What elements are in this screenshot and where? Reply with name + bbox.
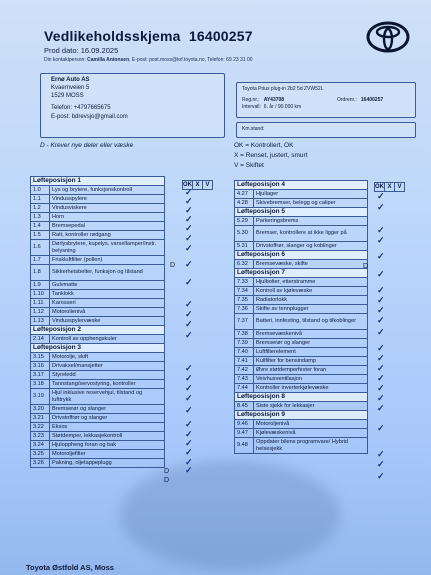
checklist-row xyxy=(235,296,368,305)
item-number: 1.5 xyxy=(31,231,50,240)
section-label: Løfteposisjon 6 xyxy=(235,251,368,260)
checklist-row xyxy=(235,420,368,429)
item-number: 1.1 xyxy=(31,195,50,204)
check-mark-icon: ✓ xyxy=(377,191,385,201)
item-label: Hjulbolter, etterstramme xyxy=(254,278,368,287)
item-number: 1.13 xyxy=(31,317,50,326)
item-number: 7.41 xyxy=(235,357,254,366)
d-marker: D xyxy=(164,468,170,475)
x-column-header: X xyxy=(193,181,203,190)
check-mark-icon: ✓ xyxy=(185,277,193,287)
checklist-row xyxy=(235,260,368,269)
checklist-row xyxy=(235,402,368,411)
item-number: 3.22 xyxy=(31,423,50,432)
customer-name: Ernø Auto AS xyxy=(51,77,90,83)
checklist-row xyxy=(235,199,368,208)
check-mark-icon: ✓ xyxy=(185,363,193,373)
legend-ok: OK = Kontrollert, OK xyxy=(234,142,294,149)
section-header xyxy=(235,269,368,278)
item-label: Tannstang/servostyring, kontroller xyxy=(50,380,165,389)
km-stand-label: Km.stand: xyxy=(242,126,265,132)
item-label: Hjul inklusive reservehjul, tilstand og lufttrykk xyxy=(50,389,165,405)
item-label: Øvre støtdemperfester foran xyxy=(254,366,368,375)
toyota-logo-icon xyxy=(366,20,410,54)
check-mark-icon: ✓ xyxy=(185,393,193,403)
item-label: Ratt, kontroller rødgang xyxy=(50,231,165,240)
checklist-row xyxy=(31,459,165,468)
check-mark-icon: ✓ xyxy=(377,202,385,212)
checklist-row xyxy=(31,240,165,256)
checklist-row xyxy=(31,308,165,317)
item-number: 5.31 xyxy=(235,242,254,251)
item-number: 1.3 xyxy=(31,213,50,222)
check-mark-icon: ✓ xyxy=(377,251,385,261)
item-number: 1.11 xyxy=(31,299,50,308)
checklist-row xyxy=(31,290,165,299)
item-number: 3.15 xyxy=(31,353,50,362)
checklist-row xyxy=(235,190,368,199)
item-label: Bremsevæskenivå xyxy=(254,330,368,339)
checklist-row xyxy=(235,330,368,339)
check-mark-icon: ✓ xyxy=(185,429,193,439)
check-mark-icon: ✓ xyxy=(185,373,193,383)
check-mark-icon: ✓ xyxy=(185,319,193,329)
checklist-row xyxy=(31,335,165,344)
section-header xyxy=(31,326,165,335)
check-mark-icon: ✓ xyxy=(377,315,385,325)
checklist-row xyxy=(31,265,165,281)
checklist-row xyxy=(31,441,165,450)
vehicle-model: Toyota Prius plug-in 2b2 5d ZVW52L xyxy=(242,86,324,92)
checklist-row xyxy=(235,348,368,357)
d-marker: D xyxy=(164,477,170,484)
item-label: Motorolienivå xyxy=(50,308,165,317)
checklist-row xyxy=(31,450,165,459)
check-mark-icon: ✓ xyxy=(377,343,385,353)
dealer-footer: Toyota Østfold AS, Moss xyxy=(26,563,114,572)
item-label: Gulvmatte xyxy=(50,281,165,290)
item-label: Horn xyxy=(50,213,165,222)
check-mark-icon: ✓ xyxy=(377,449,385,459)
customer-phone: Telefon: +4797665675 xyxy=(51,105,111,111)
item-label: Batteri, innfesting, tilstand og tilkoblinger xyxy=(254,314,368,330)
checklist-row xyxy=(235,366,368,375)
item-label: Sikkerhetsbelter, funksjon og tilstand xyxy=(50,265,165,281)
item-label: Pakning, oljetappeplugg xyxy=(50,459,165,468)
checklist-row xyxy=(31,414,165,423)
check-mark-icon: ✓ xyxy=(377,295,385,305)
item-number: 3.18 xyxy=(31,380,50,389)
check-mark-icon: ✓ xyxy=(377,373,385,383)
item-number: 1.10 xyxy=(31,290,50,299)
check-mark-icon: ✓ xyxy=(377,225,385,235)
checklist-row xyxy=(235,278,368,287)
item-label: Karosseri xyxy=(50,299,165,308)
check-mark-icon: ✓ xyxy=(377,305,385,315)
legend-v: V = Skiftet xyxy=(234,162,264,169)
item-number: 1.6 xyxy=(31,240,50,256)
item-number: 3.19 xyxy=(31,389,50,405)
v-column-header: V xyxy=(203,181,213,190)
section-label: Løfteposisjon 1 xyxy=(31,177,165,186)
item-number: 9.48 xyxy=(235,438,254,454)
item-label: Kullfilter for bensindamp xyxy=(254,357,368,366)
checklist-row xyxy=(31,353,165,362)
checklist-row xyxy=(235,314,368,330)
checklist-row xyxy=(31,423,165,432)
checklist-row xyxy=(235,429,368,438)
item-label: Lys og brytere, funksjonskontroll xyxy=(50,186,165,195)
checklist-row xyxy=(31,389,165,405)
item-label: Vindusspylervæske xyxy=(50,317,165,326)
ok-column-header: OK xyxy=(375,184,384,190)
check-mark-icon: ✓ xyxy=(185,196,193,206)
item-label: Støtdemper, lekkasjekontroll xyxy=(50,432,165,441)
check-mark-icon: ✓ xyxy=(377,353,385,363)
check-mark-icon: ✓ xyxy=(185,205,193,215)
item-label: Hjuloppheng foran og bak xyxy=(50,441,165,450)
item-number: 3.25 xyxy=(31,450,50,459)
item-number: 3.21 xyxy=(31,414,50,423)
checklist-row xyxy=(235,305,368,314)
item-number: 7.43 xyxy=(235,375,254,384)
item-label: Skifte av tennplugger xyxy=(254,305,368,314)
item-label: Radiatorlokk xyxy=(254,296,368,305)
item-label: Veivhusventilasjon xyxy=(254,375,368,384)
item-label: Bremserør og slanger xyxy=(50,405,165,414)
checklist-row xyxy=(31,405,165,414)
check-mark-icon: ✓ xyxy=(185,223,193,233)
check-mark-icon: ✓ xyxy=(185,383,193,393)
reg-number: Reg.nr.: AY43708 xyxy=(242,97,285,103)
section-header xyxy=(235,208,368,217)
check-mark-icon: ✓ xyxy=(377,327,385,337)
checklist-row xyxy=(31,186,165,195)
section-label: Løfteposisjon 4 xyxy=(235,181,368,190)
item-number: 7.39 xyxy=(235,339,254,348)
checklist-row xyxy=(235,339,368,348)
item-number: 7.42 xyxy=(235,366,254,375)
section-label: Løfteposisjon 7 xyxy=(235,269,368,278)
item-label: Bremserør og slanger xyxy=(254,339,368,348)
item-number: 7.44 xyxy=(235,384,254,393)
section-header xyxy=(235,393,368,402)
checklist-row xyxy=(31,380,165,389)
check-mark-icon: ✓ xyxy=(377,459,385,469)
d-marker: D xyxy=(363,263,369,270)
item-number: 3.26 xyxy=(31,459,50,468)
item-number: 3.17 xyxy=(31,371,50,380)
check-mark-icon: ✓ xyxy=(377,235,385,245)
checklist-row xyxy=(31,204,165,213)
item-number: 7.40 xyxy=(235,348,254,357)
item-number: 5.30 xyxy=(235,226,254,242)
item-number: 3.24 xyxy=(31,441,50,450)
item-number: 3.20 xyxy=(31,405,50,414)
section-header xyxy=(235,411,368,420)
left-checklist xyxy=(30,176,165,468)
customer-box xyxy=(40,73,225,138)
d-legend: D - Krever nye deler eller væske xyxy=(40,142,134,149)
check-mark-icon: ✓ xyxy=(185,259,193,269)
item-label: Vindusviskere xyxy=(50,204,165,213)
checklist-row xyxy=(31,362,165,371)
item-number: 5.29 xyxy=(235,217,254,226)
checklist-row xyxy=(235,357,368,366)
checklist-row xyxy=(31,432,165,441)
checklist-row xyxy=(235,438,368,454)
item-label: Motoroljenivå xyxy=(254,420,368,429)
item-label: Parkeringsbrems xyxy=(254,217,368,226)
legend-x: X = Renset, justert, smurt xyxy=(234,152,308,159)
section-label: Løfteposisjon 3 xyxy=(31,344,165,353)
item-number: 9.47 xyxy=(235,429,254,438)
check-mark-icon: ✓ xyxy=(185,243,193,253)
item-number: 7.36 xyxy=(235,305,254,314)
km-stand-box xyxy=(236,122,416,138)
production-date: Prod dato: 16.09.2025 xyxy=(44,46,119,55)
section-label: Løfteposisjon 9 xyxy=(235,411,368,420)
check-mark-icon: ✓ xyxy=(185,330,193,340)
right-checklist xyxy=(234,180,368,454)
hand-shadow xyxy=(120,460,340,570)
item-number: 1.7 xyxy=(31,256,50,265)
item-label: Luftfilterelement xyxy=(254,348,368,357)
check-mark-icon: ✓ xyxy=(377,383,385,393)
item-label: Hjullager xyxy=(254,190,368,199)
item-label: Friskluftfilter (pollen) xyxy=(50,256,165,265)
item-number: 8.45 xyxy=(235,402,254,411)
item-label: Kontroller inverterkjølevæske xyxy=(254,384,368,393)
check-mark-icon: ✓ xyxy=(185,447,193,457)
check-mark-icon: ✓ xyxy=(377,269,385,279)
check-mark-icon: ✓ xyxy=(185,405,193,415)
item-number: 1.12 xyxy=(31,308,50,317)
item-number: 7.35 xyxy=(235,296,254,305)
checklist-row xyxy=(31,256,165,265)
item-number: 4.27 xyxy=(235,190,254,199)
checklist-row xyxy=(235,384,368,393)
item-number: 1.9 xyxy=(31,281,50,290)
x-column-header: X xyxy=(385,183,395,192)
item-number: 1.4 xyxy=(31,222,50,231)
section-header xyxy=(31,344,165,353)
item-label: Vindusspylere xyxy=(50,195,165,204)
check-mark-icon: ✓ xyxy=(377,471,385,481)
checklist-row xyxy=(31,299,165,308)
check-mark-icon: ✓ xyxy=(377,393,385,403)
check-mark-icon: ✓ xyxy=(185,457,193,467)
section-label: Løfteposisjon 8 xyxy=(235,393,368,402)
customer-postal: 1529 MOSS xyxy=(51,93,84,99)
item-number: 7.33 xyxy=(235,278,254,287)
customer-address: Kvaernveien 5 xyxy=(51,85,90,91)
item-label: Kontroll av kjølevæske xyxy=(254,287,368,296)
checklist-row xyxy=(31,195,165,204)
item-number: 3.16 xyxy=(31,362,50,371)
item-number: 7.37 xyxy=(235,314,254,330)
check-mark-icon: ✓ xyxy=(185,299,193,309)
item-label: Bremsepedal xyxy=(50,222,165,231)
item-number: 1.0 xyxy=(31,186,50,195)
d-marker: D xyxy=(170,262,176,269)
item-number: 6.32 xyxy=(235,260,254,269)
item-label: Skivebremser, belegg og caliper xyxy=(254,199,368,208)
check-mark-icon: ✓ xyxy=(185,419,193,429)
check-mark-icon: ✓ xyxy=(185,438,193,448)
item-label: Siste sjekk for lekkasjer xyxy=(254,402,368,411)
checklist-row xyxy=(31,317,165,326)
item-label: Kjølevæskenivå xyxy=(254,429,368,438)
contact-line: Din kontaktperson: Camilla Antonsen, E-post: post.moss@tof.toyota.no, Telefon: 69 23 31 00 xyxy=(44,57,253,63)
section-header xyxy=(31,177,165,186)
item-label: Tanklokk xyxy=(50,290,165,299)
checklist-row xyxy=(31,222,165,231)
check-mark-icon: ✓ xyxy=(185,465,193,475)
item-number: 7.38 xyxy=(235,330,254,339)
item-label: Oppdater bilens programvare/ Hybrid helsesjekk xyxy=(254,438,368,454)
check-mark-icon: ✓ xyxy=(185,233,193,243)
checklist-row xyxy=(235,287,368,296)
item-label: Dørlysbrytere, kupelys, varsellamper/instr. belysning xyxy=(50,240,165,256)
item-label: Eksos xyxy=(50,423,165,432)
section-label: Løfteposisjon 2 xyxy=(31,326,165,335)
check-mark-icon: ✓ xyxy=(185,309,193,319)
checklist-row xyxy=(31,231,165,240)
check-mark-icon: ✓ xyxy=(377,363,385,373)
item-label: Kontroll av opphengskuler xyxy=(50,335,165,344)
check-mark-icon: ✓ xyxy=(185,214,193,224)
checklist-row xyxy=(31,371,165,380)
v-column-header: V xyxy=(395,183,405,192)
item-number: 1.2 xyxy=(31,204,50,213)
interval: Intervall: 6. år / 90.000 km xyxy=(242,104,302,110)
checklist-row xyxy=(235,242,368,251)
vehicle-box xyxy=(236,82,416,118)
checklist-row xyxy=(235,217,368,226)
item-number: 7.34 xyxy=(235,287,254,296)
item-number: 1.8 xyxy=(31,265,50,281)
check-mark-icon: ✓ xyxy=(377,285,385,295)
item-label: Motorolje, skift xyxy=(50,353,165,362)
ok-column-header: OK xyxy=(183,182,192,188)
item-number: 4.28 xyxy=(235,199,254,208)
item-label: Styreledd xyxy=(50,371,165,380)
check-mark-icon: ✓ xyxy=(185,187,193,197)
item-label: Motoroljefilter xyxy=(50,450,165,459)
item-label: Drivaksel/mansjetter xyxy=(50,362,165,371)
section-header xyxy=(235,181,368,190)
checklist-row xyxy=(31,281,165,290)
section-header xyxy=(235,251,368,260)
customer-email: E-post: bdrevsjo@gmail.com xyxy=(51,114,128,120)
item-number: 3.23 xyxy=(31,432,50,441)
item-number: 2.14 xyxy=(31,335,50,344)
checklist-row xyxy=(235,226,368,242)
item-label: Bremsevæske, skifte xyxy=(254,260,368,269)
checklist-row xyxy=(31,213,165,222)
item-label: Drivstoffrør, slanger og koblinger xyxy=(254,242,368,251)
item-label: Drivstoffrør og slanger xyxy=(50,414,165,423)
order-number: Ordrenr.: 16400257 xyxy=(337,97,384,103)
item-label: Bremser, kontrollere at ikke ligger på xyxy=(254,226,368,242)
item-number: 9.46 xyxy=(235,420,254,429)
checklist-row xyxy=(235,375,368,384)
section-label: Løfteposisjon 5 xyxy=(235,208,368,217)
check-mark-icon: ✓ xyxy=(377,403,385,413)
check-mark-icon: ✓ xyxy=(377,423,385,433)
document-title: Vedlikeholdsskjema 16400257 xyxy=(44,28,253,44)
